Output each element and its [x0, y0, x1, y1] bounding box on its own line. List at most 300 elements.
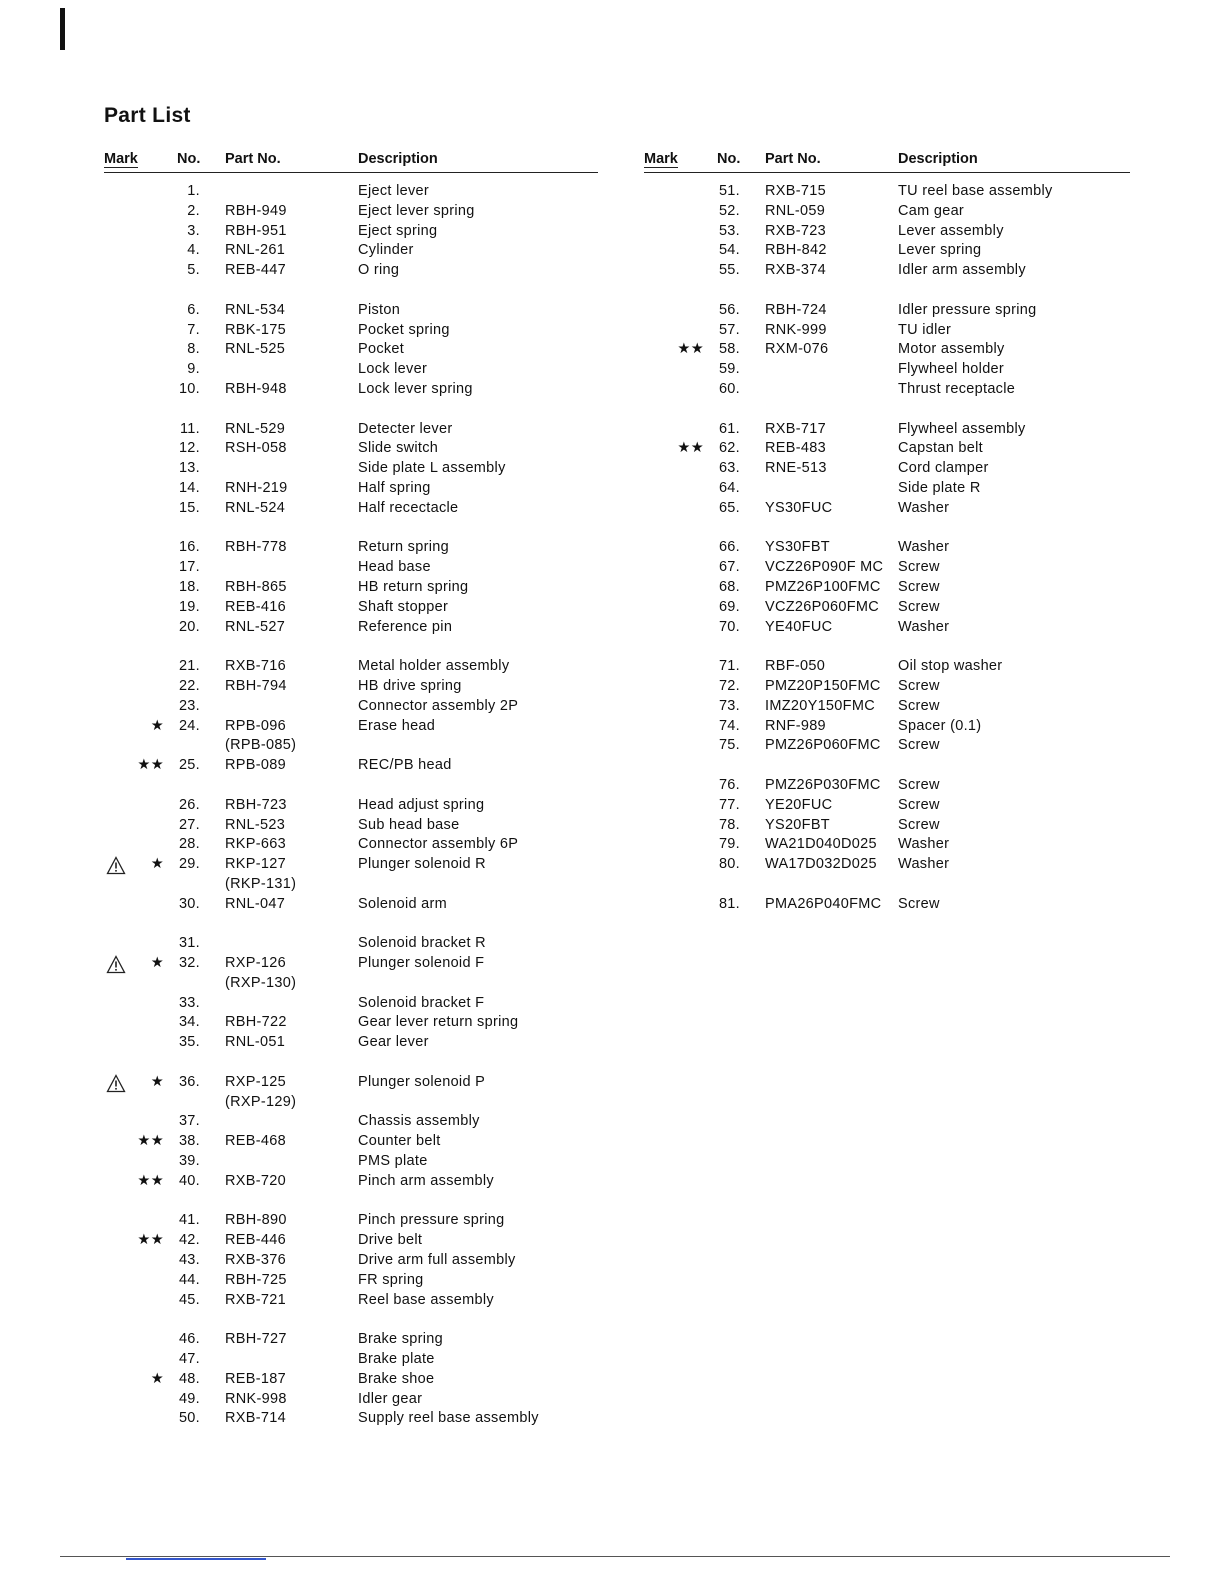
part-number: IMZ20Y150FMC [765, 697, 875, 714]
part-number: RBK-175 [225, 321, 286, 338]
part-row [104, 183, 598, 203]
page-edge-mark [60, 8, 65, 50]
part-description: Cord clamper [898, 460, 989, 477]
part-number: YS30FBT [765, 539, 830, 556]
part-row [104, 935, 598, 955]
part-row [104, 975, 598, 995]
part-number-index: 1. [187, 183, 200, 199]
part-number: RBH-890 [225, 1212, 287, 1229]
part-description: Screw [898, 895, 940, 912]
part-row [104, 1094, 598, 1114]
part-description: Pocket spring [358, 321, 450, 338]
row-spacer [644, 757, 1130, 777]
part-number-index: 25. [178, 757, 200, 774]
part-description: Screw [898, 776, 940, 793]
part-number-index: 55. [718, 262, 740, 279]
part-number: WA17D032D025 [765, 856, 877, 873]
part-number: REB-416 [225, 598, 286, 615]
part-row [104, 1252, 598, 1272]
part-row [104, 242, 598, 262]
part-row [644, 698, 1130, 718]
part-row [644, 361, 1130, 381]
part-row [644, 480, 1130, 500]
part-number: RNH-219 [225, 479, 288, 496]
part-number: WA21D040D025 [765, 836, 877, 853]
part-row [104, 203, 598, 223]
part-number-index: 4. [187, 242, 200, 259]
part-number-index: 76. [718, 776, 740, 793]
part-row [104, 817, 598, 837]
part-number-index: 43. [178, 1252, 200, 1269]
part-number: RBH-724 [765, 301, 827, 318]
part-number-index: 79. [718, 836, 740, 853]
part-number-index: 51. [718, 183, 740, 199]
part-number: RNL-047 [225, 895, 286, 912]
part-number: RNL-059 [765, 202, 826, 219]
footer-accent-rule [126, 1558, 266, 1560]
part-number-index: 8. [187, 341, 200, 358]
part-number-index: 36. [178, 1073, 200, 1090]
part-description: Brake plate [358, 1351, 435, 1368]
row-spacer [644, 520, 1130, 540]
part-row [644, 836, 1130, 856]
header-mark: Mark [104, 151, 138, 167]
parts-column-left [104, 150, 598, 1430]
part-description: Oil stop washer [898, 658, 1003, 675]
part-description: HB return spring [358, 578, 469, 595]
row-spacer [104, 1054, 598, 1074]
part-number-index: 41. [178, 1212, 200, 1229]
part-description: Washer [898, 539, 950, 556]
part-number-index: 70. [718, 618, 740, 635]
part-description: Chassis assembly [358, 1113, 480, 1130]
part-number: REB-468 [225, 1133, 286, 1150]
part-number-index: 42. [178, 1232, 200, 1249]
part-number: RBH-949 [225, 202, 287, 219]
part-number-index: 15. [178, 499, 200, 516]
part-row [104, 1272, 598, 1292]
part-row [104, 341, 598, 361]
part-description: Washer [898, 836, 950, 853]
part-row [104, 539, 598, 559]
part-row [104, 1034, 598, 1054]
part-number: RNL-529 [225, 420, 286, 437]
part-number-index: 23. [178, 697, 200, 714]
safety-warning-icon [106, 1074, 126, 1093]
part-description: Screw [898, 816, 940, 833]
part-description: Washer [898, 856, 950, 873]
part-description: Supply reel base assembly [358, 1410, 539, 1427]
part-description: Capstan belt [898, 440, 984, 457]
part-number-index: 10. [178, 380, 200, 397]
row-spacer [644, 282, 1130, 302]
part-mark: ★ [150, 717, 164, 734]
part-row [104, 856, 598, 876]
part-row [104, 718, 598, 738]
part-description: Flywheel holder [898, 361, 1005, 378]
part-number-index: 24. [178, 717, 200, 734]
part-row [644, 599, 1130, 619]
part-description: Thrust receptacle [898, 380, 1016, 397]
part-row [104, 559, 598, 579]
part-number-index: 46. [178, 1331, 200, 1348]
row-spacer [104, 915, 598, 935]
part-description: Cylinder [358, 242, 414, 259]
part-number: RXB-714 [225, 1410, 286, 1427]
part-row [644, 242, 1130, 262]
part-number: RPB-089 [225, 757, 286, 774]
part-number-index: 40. [178, 1172, 200, 1189]
part-row [104, 1133, 598, 1153]
part-row [104, 500, 598, 520]
part-number-index: 38. [178, 1133, 200, 1150]
part-number-index: 22. [178, 677, 200, 694]
part-row [644, 381, 1130, 401]
part-number-index: 50. [178, 1410, 200, 1427]
part-number-index: 57. [718, 321, 740, 338]
part-number-index: 34. [178, 1014, 200, 1031]
part-number-index: 80. [718, 856, 740, 873]
part-row [644, 718, 1130, 738]
part-row [104, 579, 598, 599]
part-number: RNE-513 [765, 460, 827, 477]
part-description: Reel base assembly [358, 1291, 494, 1308]
part-row [644, 322, 1130, 342]
part-number-index: 16. [178, 539, 200, 556]
column-header [104, 150, 598, 173]
part-row [104, 421, 598, 441]
part-number: RBH-722 [225, 1014, 287, 1031]
part-number-index: 64. [718, 479, 740, 496]
part-number-index: 75. [718, 737, 740, 754]
part-row [104, 955, 598, 975]
part-number-index: 73. [718, 697, 740, 714]
part-number: RXB-716 [225, 658, 286, 675]
part-row [104, 757, 598, 777]
part-mark: ★★ [137, 1133, 164, 1150]
part-number: RXP-126 [225, 955, 286, 972]
part-description: Screw [898, 796, 940, 813]
part-mark: ★ [150, 1073, 164, 1090]
part-number-index: 9. [187, 361, 200, 378]
part-number: RBH-727 [225, 1331, 287, 1348]
part-number: RNL-527 [225, 618, 286, 635]
part-number-index: 11. [180, 420, 200, 437]
part-number: RKP-663 [225, 836, 286, 853]
part-number-index: 29. [178, 856, 200, 873]
part-number-index: 44. [178, 1271, 200, 1288]
part-number-index: 67. [718, 559, 740, 576]
part-description: Plunger solenoid F [358, 955, 485, 972]
part-row [644, 619, 1130, 639]
part-number: RBH-865 [225, 578, 287, 595]
part-number-index: 20. [178, 618, 200, 635]
part-row [644, 896, 1130, 916]
part-row [644, 856, 1130, 876]
part-number-index: 13. [178, 460, 200, 477]
part-description: Drive belt [358, 1232, 423, 1249]
part-row [644, 262, 1130, 282]
part-number: RXB-720 [225, 1172, 286, 1189]
part-description: Washer [898, 499, 950, 516]
part-description: Solenoid arm [358, 895, 448, 912]
part-number: RKP-127 [225, 856, 286, 873]
part-number: YE20FUC [765, 796, 833, 813]
part-description: Screw [898, 697, 940, 714]
part-number: RBH-951 [225, 222, 287, 239]
part-number-index: 58. [718, 341, 740, 358]
part-number-index: 60. [718, 380, 740, 397]
part-row [104, 619, 598, 639]
part-row [104, 836, 598, 856]
part-description: Washer [898, 618, 950, 635]
part-number: RNF-989 [765, 717, 826, 734]
part-description: Head base [358, 559, 431, 576]
part-description: Screw [898, 578, 940, 595]
part-row [644, 678, 1130, 698]
part-description: Side plate L assembly [358, 460, 506, 477]
header-description: Description [898, 151, 978, 167]
part-number-index: 49. [178, 1390, 200, 1407]
part-row [644, 777, 1130, 797]
part-row [104, 1153, 598, 1173]
part-row [104, 1074, 598, 1094]
part-number: PMZ20P150FMC [765, 677, 881, 694]
part-row [104, 876, 598, 896]
part-number: (RKP-131) [225, 875, 297, 892]
part-number-index: 66. [718, 539, 740, 556]
footer-rule [60, 1556, 1170, 1557]
header-part-no: Part No. [225, 151, 281, 167]
part-mark: ★ [150, 955, 164, 972]
part-number: RXB-715 [765, 183, 826, 199]
part-description: Idler gear [358, 1390, 423, 1407]
part-number: PMZ26P060FMC [765, 737, 881, 754]
part-description: Head adjust spring [358, 796, 485, 813]
row-spacer [104, 1311, 598, 1331]
part-description: Lever assembly [898, 222, 1004, 239]
part-row [104, 302, 598, 322]
part-number: RBH-842 [765, 242, 827, 259]
row-spacer [104, 282, 598, 302]
part-description: Spacer (0.1) [898, 717, 982, 734]
part-description: Pinch arm assembly [358, 1172, 494, 1189]
part-row [104, 1292, 598, 1312]
part-number-index: 62. [718, 440, 740, 457]
part-row [104, 1410, 598, 1430]
part-description: FR spring [358, 1271, 424, 1288]
part-number-index: 81. [718, 895, 740, 912]
part-row [644, 797, 1130, 817]
part-row [104, 480, 598, 500]
part-row [104, 262, 598, 282]
part-number-index: 68. [718, 578, 740, 595]
part-row [104, 1391, 598, 1411]
header-no: No. [177, 151, 201, 167]
safety-warning-icon [106, 856, 126, 875]
part-number: VCZ26P060FMC [765, 598, 879, 615]
part-row [104, 698, 598, 718]
part-description: PMS plate [358, 1153, 428, 1170]
part-number-index: 72. [718, 677, 740, 694]
part-number-index: 27. [178, 816, 200, 833]
part-number-index: 5. [187, 262, 200, 279]
part-description: Metal holder assembly [358, 658, 510, 675]
part-mark: ★★ [137, 757, 164, 774]
row-spacer [644, 401, 1130, 421]
part-description: TU idler [898, 321, 952, 338]
part-row [104, 223, 598, 243]
part-row [104, 440, 598, 460]
part-description: Eject lever [358, 183, 429, 199]
part-row [104, 1232, 598, 1252]
part-number-index: 48. [178, 1370, 200, 1387]
part-row [644, 737, 1130, 757]
part-number-index: 71. [718, 658, 740, 675]
part-number-index: 21. [178, 658, 200, 675]
part-description: TU reel base assembly [898, 183, 1053, 199]
part-number: RXP-125 [225, 1073, 286, 1090]
part-row [644, 203, 1130, 223]
part-row [104, 361, 598, 381]
part-description: Lock lever [358, 361, 428, 378]
part-description: Screw [898, 737, 940, 754]
part-description: Erase head [358, 717, 436, 734]
part-number: REB-187 [225, 1370, 286, 1387]
row-spacer [104, 777, 598, 797]
part-row [644, 658, 1130, 678]
part-description: Half spring [358, 479, 431, 496]
part-row [104, 322, 598, 342]
part-description: Sub head base [358, 816, 460, 833]
header-mark: Mark [644, 151, 678, 167]
part-number-index: 30. [178, 895, 200, 912]
part-row [644, 341, 1130, 361]
part-description: Solenoid bracket F [358, 994, 485, 1011]
part-row [104, 1371, 598, 1391]
part-description: Cam gear [898, 202, 965, 219]
part-number: PMZ26P100FMC [765, 578, 881, 595]
part-description: Piston [358, 301, 401, 318]
part-number: RNL-523 [225, 816, 286, 833]
part-description: Brake shoe [358, 1370, 435, 1387]
safety-warning-icon [106, 955, 126, 974]
part-number-index: 63. [718, 460, 740, 477]
part-row [644, 500, 1130, 520]
part-number-index: 14. [178, 479, 200, 496]
part-row [104, 658, 598, 678]
part-number: RNL-261 [225, 242, 286, 259]
part-description: Lock lever spring [358, 380, 473, 397]
part-number: REB-483 [765, 440, 826, 457]
part-row [104, 678, 598, 698]
part-mark: ★★ [677, 440, 704, 457]
part-number-index: 17. [178, 559, 200, 576]
part-description: Detecter lever [358, 420, 453, 437]
part-description: Side plate R [898, 479, 981, 496]
part-description: Flywheel assembly [898, 420, 1026, 437]
part-number: (RXP-130) [225, 974, 297, 991]
part-number-index: 7. [187, 321, 200, 338]
part-number-index: 3. [187, 222, 200, 239]
part-row [644, 183, 1130, 203]
part-number: RBH-794 [225, 677, 287, 694]
part-number: RNK-999 [765, 321, 827, 338]
part-number-index: 31. [178, 935, 200, 952]
part-number: RXB-721 [225, 1291, 286, 1308]
part-description: Connector assembly 6P [358, 836, 519, 853]
part-number: (RPB-085) [225, 737, 297, 754]
parts-column-right [644, 150, 1130, 915]
part-row [104, 1351, 598, 1371]
part-number: RXB-374 [765, 262, 826, 279]
part-description: Half recectacle [358, 499, 459, 516]
part-row [644, 539, 1130, 559]
part-description: Brake spring [358, 1331, 443, 1348]
part-number-index: 61. [718, 420, 740, 437]
part-description: Plunger solenoid R [358, 856, 486, 873]
part-description: Gear lever return spring [358, 1014, 519, 1031]
part-description: Solenoid bracket R [358, 935, 486, 952]
row-spacer [104, 401, 598, 421]
part-number-index: 33. [178, 994, 200, 1011]
part-description: Eject lever spring [358, 202, 475, 219]
part-number: RBF-050 [765, 658, 826, 675]
part-description: Gear lever [358, 1034, 429, 1051]
part-description: HB drive spring [358, 677, 462, 694]
part-number-index: 37. [178, 1113, 200, 1130]
part-number-index: 12. [178, 440, 200, 457]
part-number: RBH-723 [225, 796, 287, 813]
part-row [104, 381, 598, 401]
part-row [644, 440, 1130, 460]
part-row [104, 1014, 598, 1034]
part-number-index: 54. [718, 242, 740, 259]
part-description: Screw [898, 559, 940, 576]
part-number: (RXP-129) [225, 1093, 297, 1110]
header-part-no: Part No. [765, 151, 821, 167]
part-number-index: 74. [718, 717, 740, 734]
part-row [644, 579, 1130, 599]
part-number-index: 18. [178, 578, 200, 595]
part-number-index: 26. [178, 796, 200, 813]
part-mark: ★★ [677, 341, 704, 358]
part-number-index: 6. [187, 301, 200, 318]
part-number: PMZ26P030FMC [765, 776, 881, 793]
part-description: Idler pressure spring [898, 301, 1037, 318]
part-description: Screw [898, 598, 940, 615]
part-description: REC/PB head [358, 757, 452, 774]
part-number: RXB-376 [225, 1252, 286, 1269]
part-number: PMA26P040FMC [765, 895, 882, 912]
part-number: RNK-998 [225, 1390, 287, 1407]
column-header [644, 150, 1130, 173]
part-number-index: 32. [178, 955, 200, 972]
part-description: Eject spring [358, 222, 438, 239]
part-number: VCZ26P090F MC [765, 559, 884, 576]
part-row [644, 223, 1130, 243]
part-description: Return spring [358, 539, 449, 556]
part-number-index: 65. [718, 499, 740, 516]
part-description: Idler arm assembly [898, 262, 1026, 279]
part-mark: ★ [150, 856, 164, 873]
part-description: O ring [358, 262, 400, 279]
part-row [104, 896, 598, 916]
part-number-index: 45. [178, 1291, 200, 1308]
part-description: Slide switch [358, 440, 439, 457]
part-number-index: 78. [718, 816, 740, 833]
part-row [104, 1113, 598, 1133]
